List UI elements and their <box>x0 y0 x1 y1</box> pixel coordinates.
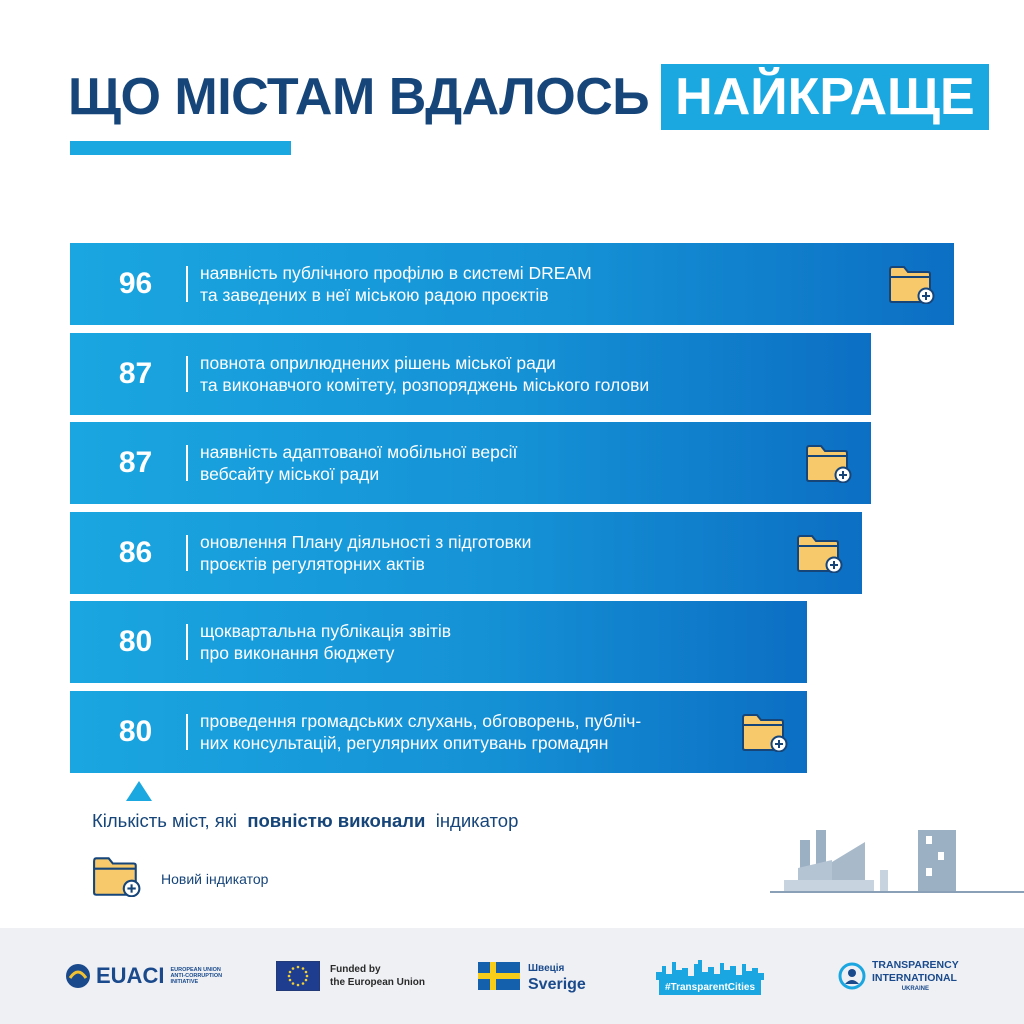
eu-funded-text: Funded by the European Union <box>330 964 425 988</box>
caption-prefix: Кількість міст, які <box>92 810 238 831</box>
bar-separator <box>186 266 188 302</box>
caption-bold: повністю виконали <box>247 810 426 831</box>
bar-label-line: повнота оприлюднених рішень міської ради <box>200 352 556 373</box>
city-skyline-icon <box>656 958 764 980</box>
new-indicator-folder-icon <box>796 533 844 573</box>
euaci-logo <box>64 958 222 994</box>
bar-value-label: 87 <box>118 446 153 479</box>
bar-category-label <box>200 691 641 773</box>
transparent-cities-label: #TransparentCities <box>659 980 761 995</box>
legend-folder-plus-icon <box>92 855 142 897</box>
bar-label-line: наявність адаптованої мобільної версії <box>200 442 518 462</box>
legend-label: Новий індикатор <box>161 871 269 887</box>
chart-bar <box>70 601 807 683</box>
title-highlight: НАЙКРАЩЕ <box>661 64 989 130</box>
bar-label-line: проєктів регуляторних актів <box>200 553 425 574</box>
bar-separator <box>186 445 188 481</box>
bar-separator <box>186 624 188 660</box>
page-title <box>68 62 989 132</box>
bar-category-label <box>200 333 649 415</box>
bar-category-label <box>200 243 592 325</box>
chart-caption <box>92 810 518 832</box>
title-main: ЩО МІСТАМ ВДАЛОСЬ <box>68 68 650 126</box>
chart-bar <box>70 333 871 415</box>
bar-value-label: 87 <box>118 356 153 390</box>
chart-bar <box>70 691 807 773</box>
bar-label-line: оновлення Плану діяльності з підготовки <box>200 531 532 552</box>
bar-value-label: 96 <box>118 267 153 300</box>
new-indicator-folder-icon <box>741 712 789 752</box>
bar-separator <box>186 714 188 750</box>
bar-label-line: щоквартальна публікація звітів <box>200 621 452 641</box>
bar-value-label: 80 <box>118 625 153 658</box>
transparent-cities-logo <box>656 950 764 1002</box>
bar-label-line: них консультацій, регулярних опитувань громадян <box>200 732 609 753</box>
caption-suffix: індикатор <box>435 810 519 831</box>
bar-value-label: 86 <box>118 535 153 569</box>
footer-logos <box>0 928 1024 1024</box>
bar-label-line: та заведених в неї міською радою проєктів <box>200 285 549 305</box>
bar-label-line: вебсайту міської ради <box>200 464 380 484</box>
euaci-name: EUACI <box>96 963 165 988</box>
value-pointer-arrow <box>126 781 152 801</box>
euaci-subtitle: EUROPEAN UNION ANTI-CORRUPTION INITIATIVE <box>170 967 223 985</box>
title-underline <box>70 141 291 155</box>
bar-separator <box>186 356 188 392</box>
ti-text: TRANSPARENCY INTERNATIONAL UKRAINE <box>872 958 959 992</box>
sweden-flag-icon <box>478 962 520 990</box>
new-indicator-folder-icon <box>805 443 853 483</box>
chart-bar <box>70 512 862 594</box>
bar-separator <box>186 535 188 571</box>
eu-flag-icon <box>276 961 320 991</box>
ti-globe-icon <box>838 962 866 990</box>
sweden-logo <box>478 958 586 994</box>
chart-bar <box>70 422 871 504</box>
bar-category-label <box>200 422 517 504</box>
bar-label-line: про виконання бюджету <box>200 643 395 663</box>
bar-label-line: наявність публічного профілю в системі DREAM <box>200 263 592 283</box>
bar-category-label <box>200 512 531 594</box>
chart-bar <box>70 243 954 325</box>
euaci-emblem-icon <box>64 962 92 990</box>
bar-label-line: та виконавчого комітету, розпоряджень міського голови <box>200 374 650 395</box>
transparency-international-logo <box>838 958 959 994</box>
bar-label-line: проведення громадських слухань, обговорень, публіч- <box>200 710 642 731</box>
sweden-text: Швеція Sverige <box>528 963 586 993</box>
eu-funded-logo <box>276 958 425 994</box>
bar-value-label: 80 <box>118 714 153 748</box>
bar-category-label <box>200 601 451 683</box>
factory-buildings-icon <box>770 822 1024 910</box>
new-indicator-folder-icon <box>888 264 936 304</box>
